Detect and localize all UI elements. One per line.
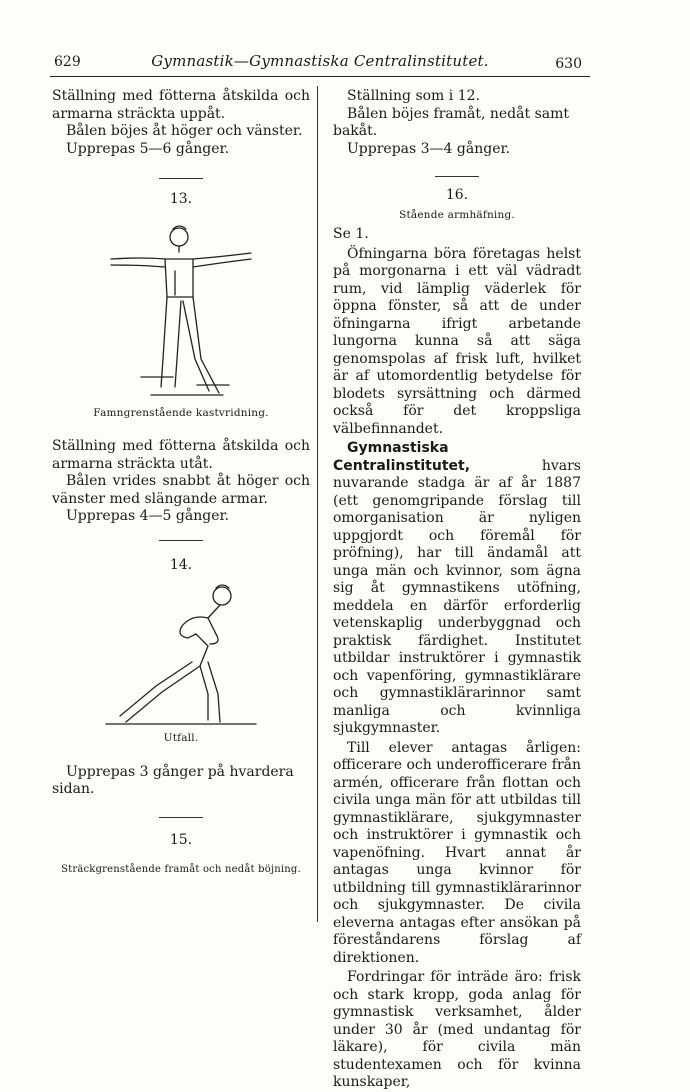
exercise-16-see: Se 1. [333,226,369,242]
exercise-14-caption: Utfall. [163,732,199,744]
exercise-13-number: 13. [169,191,193,207]
right-intro-line-1: Ställning som i 12. [347,88,480,104]
exercise-15-number: 15. [169,831,193,848]
left-intro-line-3: Upprepas 5—6 gånger. [66,140,230,157]
right-intro-line-3: Upprepas 3—4 gånger. [347,140,511,157]
left-intro-line-1: Ställning med fötterna åtskilda och armarna sträckta uppåt. [52,88,310,122]
exercise-13-text-1: Ställning med fötterna åtskilda och armarna sträckta utåt. [52,438,310,472]
exercise-13-caption: Famngrenstående kastvridning. [93,406,269,419]
right-column [333,88,581,1092]
exercise-16-caption: Stående armhäfning. [399,208,515,221]
exercise-15-caption: Sträckgrenstående framåt och nedåt böjning. [61,864,301,875]
figure-13-illustration [101,209,261,405]
right-intro-line-2: Bålen böjes framåt, nedåt samt bakåt. [333,105,570,139]
exercise-13-text-3: Upprepas 4—5 gånger. [66,508,230,524]
paragraph-2 [333,440,581,738]
figure-14-illustration [96,574,266,730]
page-number-left: 629 [54,54,81,70]
running-title: Gymnastik—Gymnastiska Centralinstitutet. [151,52,489,70]
paragraph-1: Öfningarna böra företagas helst på morgonarna i ett väl vädradt rum, vid lämplig väderlek för öppna fönster, så att de under öfningarna ifrigt arbetande lungorna kunna så att säga genomspolas af frisk luft, hvilket är af utomordentlig betydelse för blodets syrsättning och därmed också för det kroppsliga välbefinnandet. [333,245,581,437]
paragraph-4: Fordringar för inträde äro: frisk och stark kropp, goda anlag för gymnastisk verksamhet, ålder under 30 år (med undantag för läkare), för civila män studentexamen och för kvinna kunskaper, [333,969,581,1090]
left-column [52,88,310,879]
page-number-right: 630 [555,56,582,72]
exercise-13-text-2: Bålen vrides snabbt åt höger och vänster med slängande armar. [52,473,310,507]
paragraph-3: Till elever antagas årligen: officerare och underofficerare från armén, officerare från flottan och civila unga män för att utbildas till gymnastiklärare, sjukgymnaster och instruktörer i gymnastik och vapenöfning. Hvart annat år antagas unga kvinnor för utbildning till gymnastiklärarinnor och sjukgymnaster. De civila eleverna antagas efter ansökan på föreståndarens förslag af direktionen. [333,739,581,966]
exercise-14-text: Upprepas 3 gånger på hvardera sidan. [52,763,294,797]
institute-heading: Gymnastiska Centralinstitutet, [333,440,471,474]
left-intro-line-2: Bålen böjes åt höger och vänster. [66,123,303,139]
paragraph-2-body: hvars nuvarande stadga är af år 1887 (ett genomgripande förslag till omorganisation är nyligen uppgjordt och föremål för pröfning), har till ändamål att unga män och kvinnor, som ägna sig åt gymnastikens utöfning, meddela en därför erforderlig vetenskaplig underbyggnad och praktisk färdighet. Institutet utbildar instruktörer i gymnastik och vapenföring, gymnastiklärare och gymnastiklärarinnor samt manliga och kvinnliga sjukgymnaster. [333,457,581,736]
exercise-16-number: 16. [445,187,469,203]
column-divider [317,86,318,922]
exercise-14-number: 14. [169,556,193,573]
page-header [50,48,590,77]
